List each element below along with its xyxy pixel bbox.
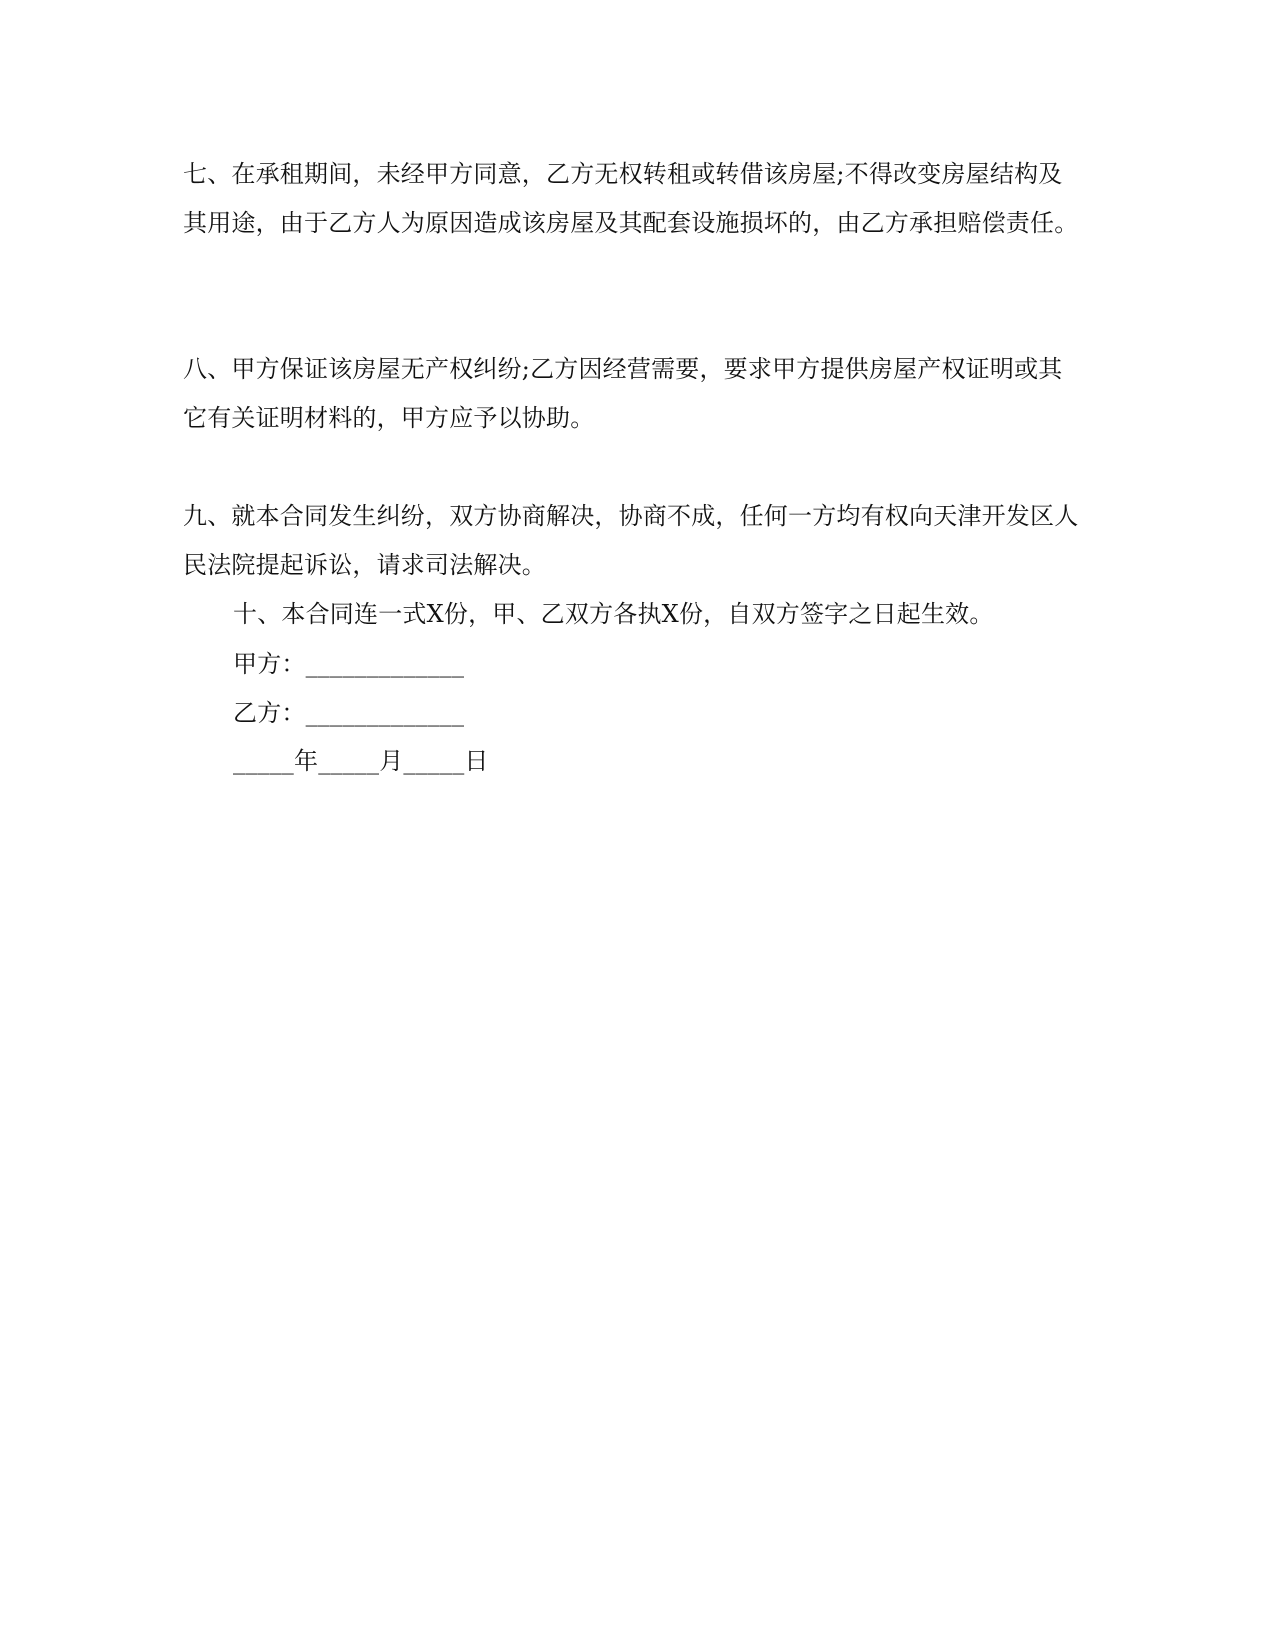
party-a-signature-line: 甲方：_____________: [233, 650, 465, 678]
party-b-signature-line: 乙方：_____________: [233, 699, 465, 727]
clause-ten: 十、本合同连一式X份，甲、乙双方各执X份，自双方签字之日起生效。: [233, 600, 994, 628]
clause-eight: 八、甲方保证该房屋无产权纠纷;乙方因经营需要，要求甲方提供房屋产权证明或其它有关证明材料的，甲方应予以协助。: [183, 355, 1063, 432]
clause-nine: 九、就本合同发生纠纷，双方协商解决，协商不成，任何一方均有权向天津开发区人民法院提起诉讼，请求司法解决。: [183, 502, 1079, 579]
clause-seven: 七、在承租期间，未经甲方同意，乙方无权转租或转借该房屋;不得改变房屋结构及其用途，由于乙方人为原因造成该房屋及其配套设施损坏的，由乙方承担赔偿责任。: [183, 160, 1079, 237]
date-line: _____年_____月_____日: [233, 747, 489, 775]
